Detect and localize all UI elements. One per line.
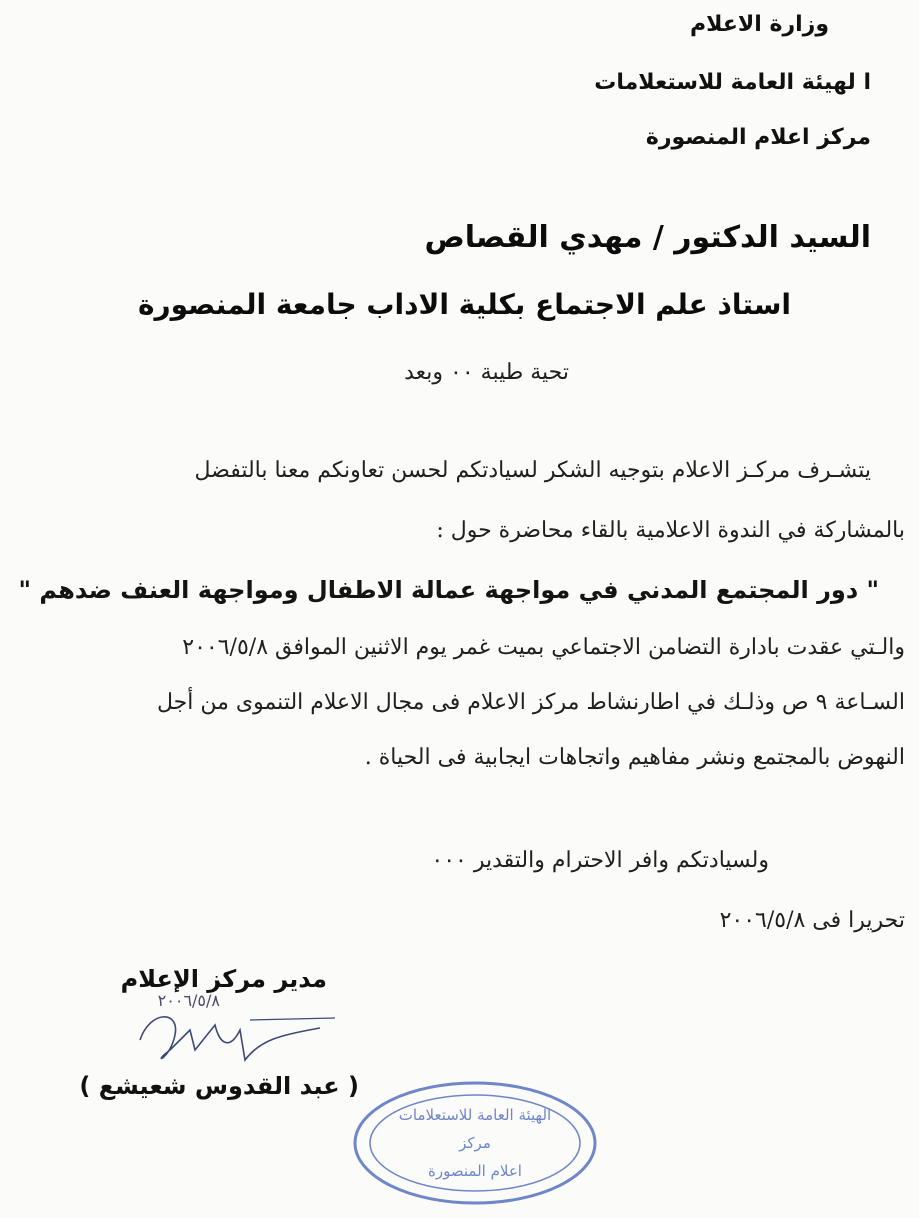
- lecture-topic: " دور المجتمع المدني في مواجهة عمالة الاطفال ومواجهة العنف ضدهم ": [18, 576, 879, 604]
- signatory-title: مدير مركز الإعلام: [120, 965, 327, 993]
- date-line: تحريرا فى ٢٠٠٦/٥/٨: [719, 908, 905, 933]
- stamp-text-top: الهيئة العامة للاستعلامات: [398, 1106, 552, 1124]
- addressee-name: السيد الدكتور / مهدي القصاص: [424, 220, 871, 255]
- body-line-1: يتشـرف مركـز الاعلام بتوجيه الشكر لسيادتكم لحسن تعاونكم معنا بالتفضل: [194, 458, 871, 483]
- stamp-text-bottom: اعلام المنصورة: [428, 1162, 522, 1180]
- body-line-2: بالمشاركة في الندوة الاعلامية بالقاء محاضرة حول :: [436, 518, 905, 543]
- greeting: تحية طيبة ٠٠ وبعد: [404, 360, 569, 385]
- handwritten-date: ٢٠٠٦/٥/٨: [157, 991, 220, 1010]
- body-line-4: السـاعة ٩ ص وذلـك في اطارنشاط مركز الاعلام فى مجال الاعلام التنموى من أجل: [156, 690, 905, 715]
- signatory-name: ( عبد القدوس شعيشع ): [79, 1072, 359, 1100]
- center-name: مركز اعلام المنصورة: [645, 125, 871, 150]
- official-stamp: [350, 1078, 600, 1208]
- ministry-name: وزارة الاعلام: [690, 12, 829, 37]
- stamp-text-mid: مركز: [459, 1134, 491, 1152]
- authority-name: ا لهيئة العامة للاستعلامات: [594, 70, 871, 95]
- closing-line: ولسيادتكم وافر الاحترام والتقدير ٠٠٠: [431, 848, 769, 873]
- body-line-3: والـتي عقدت بادارة التضامن الاجتماعي بميت غمر يوم الاثنين الموافق ٢٠٠٦/٥/٨: [182, 635, 905, 660]
- body-line-5: النهوض بالمجتمع ونشر مفاهيم واتجاهات ايجابية فى الحياة .: [364, 745, 905, 770]
- handwritten-signature: [120, 990, 340, 1070]
- addressee-title: استاذ علم الاجتماع بكلية الاداب جامعة المنصورة: [137, 288, 791, 321]
